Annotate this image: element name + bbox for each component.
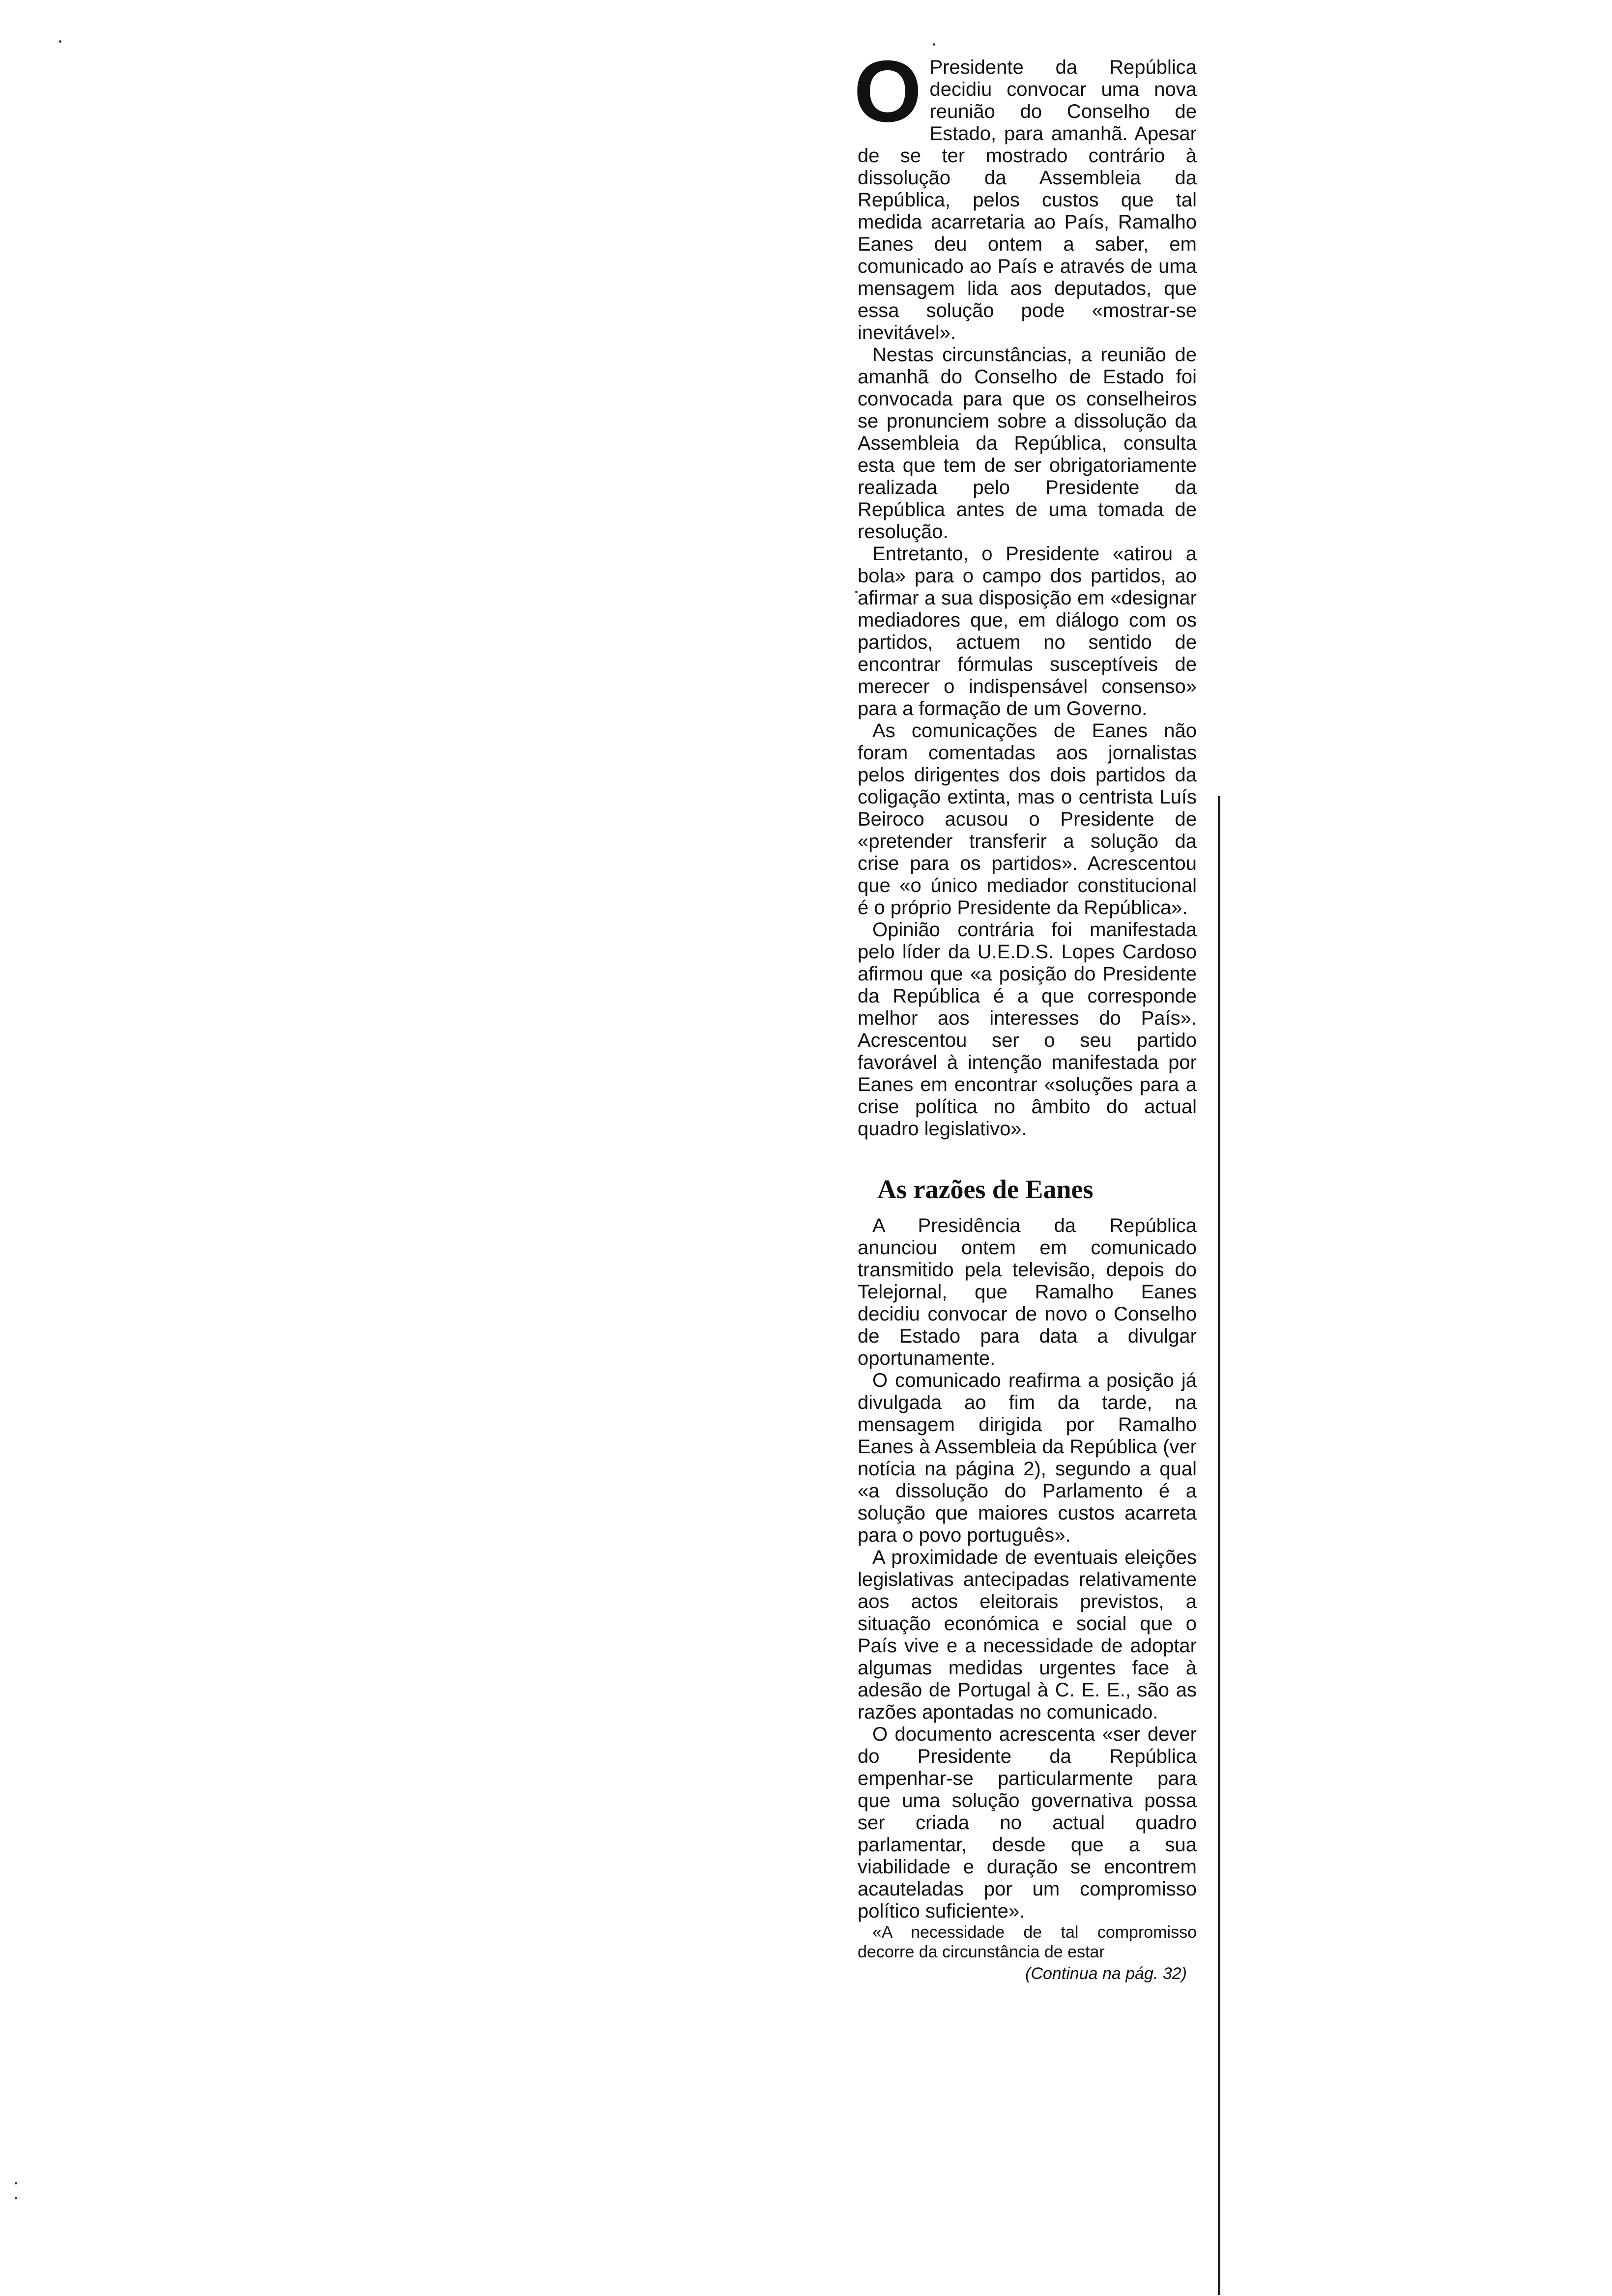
- scan-speck: [15, 2197, 17, 2199]
- article-paragraph: A proximidade de eventuais eleições legislativas antecipadas relativamente aos actos eleitorais previstos, a situação económica e social que o País vive e a necessidade de adoptar algumas medidas urgentes face à adesão de Portugal à C. E. E., são as razões apontadas no comunicado.: [858, 1547, 1197, 1723]
- continuation-note: (Continua na pág. 32): [1025, 1964, 1187, 1983]
- article-paragraph: A Presidência da República anunciou ontem em comunicado transmitido pela televisão, depois do Telejornal, que Ramalho Eanes decidiu convocar de novo o Conselho de Estado para data a divulgar oportunamente.: [858, 1215, 1197, 1369]
- newspaper-clipping: [854, 42, 1221, 2288]
- paragraph-text: Presidente da República decidiu convocar uma nova reunião do Conselho de Estado, para amanhã. Apesar de se ter mostrado contrário à dissolução da Assembleia da República, pelos custos que tal medida acarretaria ao País, Ramalho Eanes deu ontem a saber, em comunicado ao País e através de uma mensagem lida aos deputados, que essa solução pode «mostrar-se inevitável».: [858, 57, 1197, 344]
- article-paragraph: [854, 42, 1197, 344]
- article-paragraph: O comunicado reafirma a posição já divulgada ao fim da tarde, na mensagem dirigida por Ramalho Eanes à Assembleia da República (ver notícia na página 2), segundo a qual «a dissolução do Parlamento é a solução que maiores custos acarreta para o povo português».: [858, 1370, 1197, 1546]
- scan-speck: [933, 43, 935, 46]
- scan-speck: [59, 40, 61, 43]
- article-paragraph: Opinião contrária foi manifestada pelo líder da U.E.D.S. Lopes Cardoso afirmou que «a posição do Presidente da República é a que corresponde melhor aos interesses do País». Acrescentou ser o seu partido favorável à intenção manifestada por Eanes em encontrar «soluções para a crise política no âmbito do actual quadro legislativo».: [858, 919, 1197, 1140]
- article-paragraph: O documento acrescenta «ser dever do Presidente da República empenhar-se particularmente para que uma solução governativa possa ser criada no actual quadro parlamentar, desde que a sua viabilidade e duração se encontrem acauteladas por um compromisso político suficiente».: [858, 1723, 1197, 1922]
- drop-cap: O: [854, 42, 922, 140]
- article-paragraph: As comunicações de Eanes não foram comentadas aos jornalistas pelos dirigentes dos dois partidos da coligação extinta, mas o centrista Luís Beiroco acusou o Presidente de «pretender transferir a solução da crise para os partidos». Acrescentou que «o único mediador constitucional é o próprio Presidente da República».: [858, 720, 1197, 918]
- article-paragraph: Nestas circunstâncias, a reunião de amanhã do Conselho de Estado foi convocada para que os conselheiros se pronunciem sobre a dissolução da Assembleia da República, consulta esta que tem de ser obrigatoriamente realizada pelo Presidente da República antes de uma tomada de resolução.: [858, 344, 1197, 543]
- scan-speck: [15, 2182, 17, 2184]
- article-column: [854, 42, 1197, 1983]
- article-paragraph: Entretanto, o Presidente «atirou a bola» para o campo dos partidos, ao afirmar a sua disposição em «designar mediadores que, em diálogo com os partidos, actuem no sentido de encontrar fórmulas susceptíveis de merecer o indispensável consenso» para a formação de um Governo.: [858, 543, 1197, 719]
- article-paragraph: «A necessidade de tal compromisso decorre da circunstância de estar: [858, 1923, 1197, 1961]
- subheading: As razões de Eanes: [877, 1175, 1094, 1204]
